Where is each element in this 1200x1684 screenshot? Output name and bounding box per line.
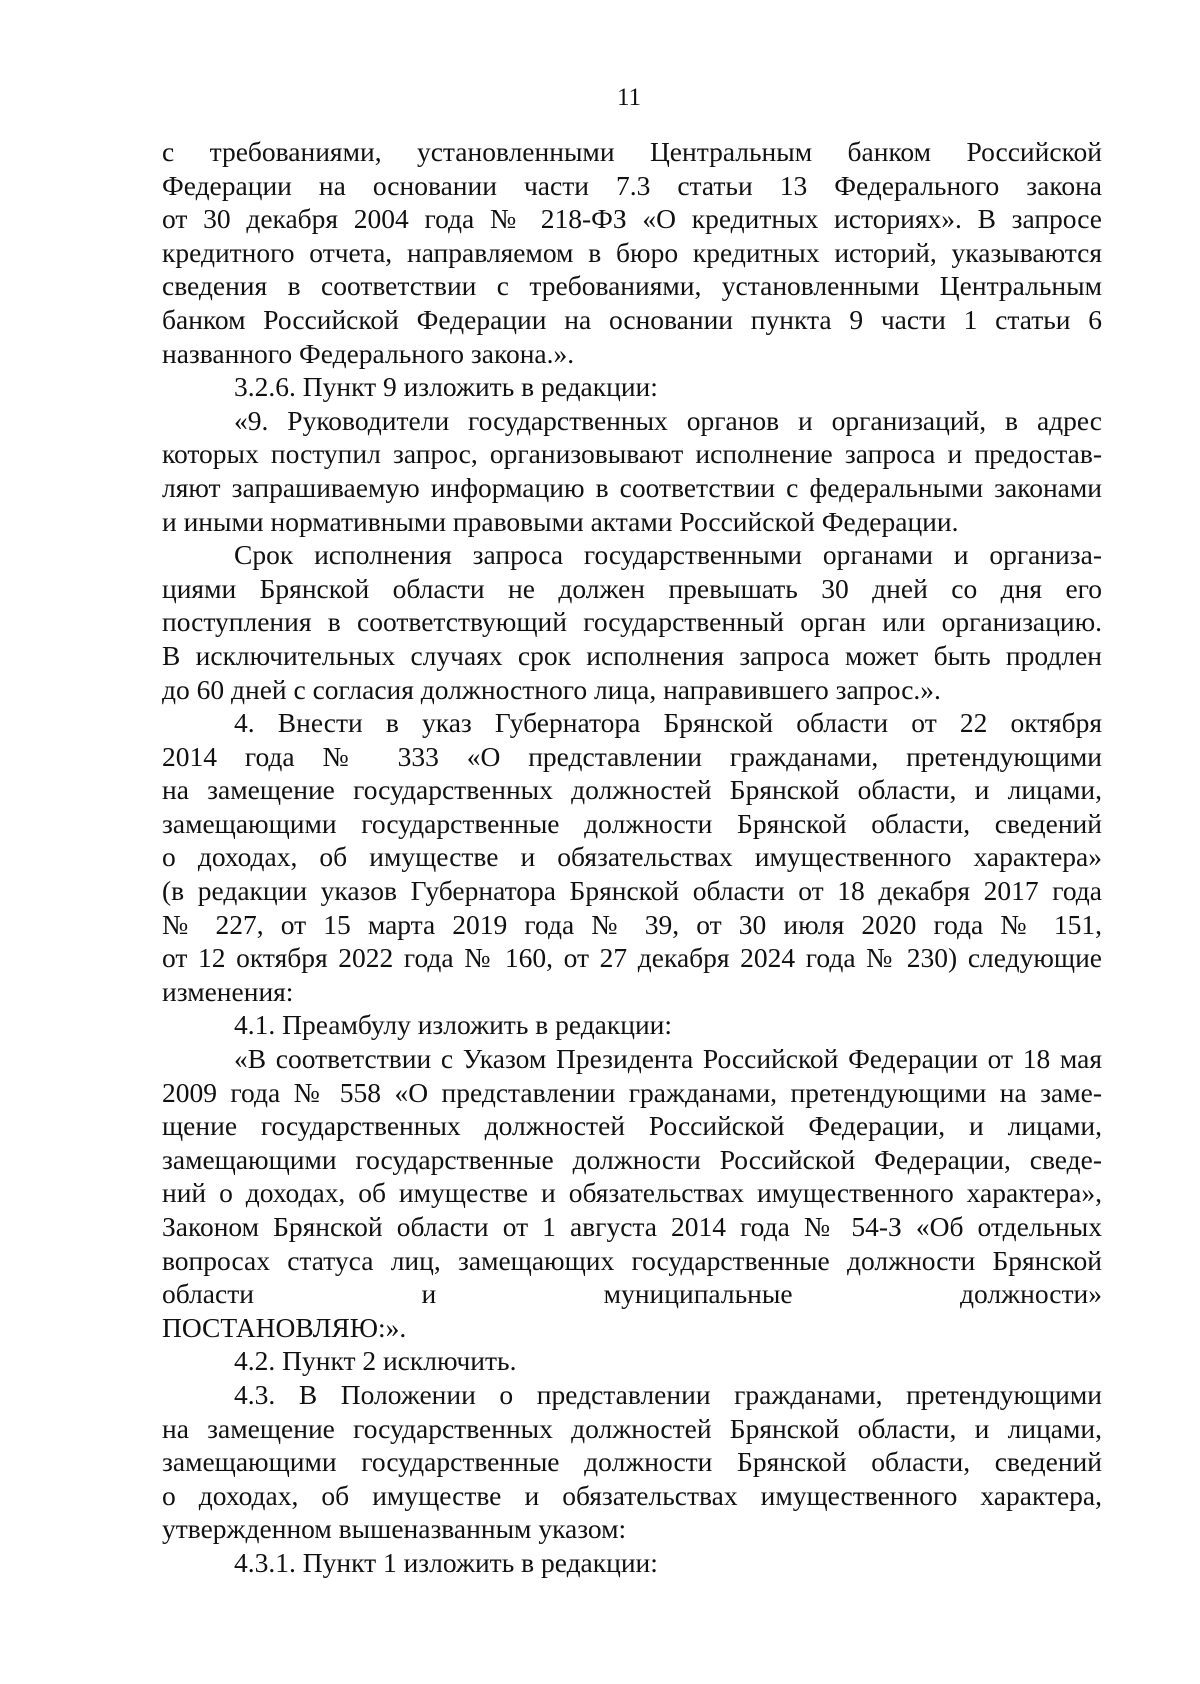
paragraph-3-line-1: «9. Руководители государственных органов и организаций, в адрес (234, 404, 1102, 436)
paragraph-7-line-7: вопросах статуса лиц, замещающих государственные должности Брянской (162, 1244, 1102, 1276)
paragraph-3-line-2: которых поступил запрос, организовывают исполнение запроса и предостав- (162, 438, 1102, 470)
paragraph-4-line-1: Срок исполнения запроса государственными органами и организа- (234, 539, 1102, 571)
paragraph-3-line-4: и иными нормативными правовыми актами Российской Федерации. (162, 505, 959, 537)
paragraph-5-line-2: 2014 года № 333 «О представлении гражданами, претендующими (162, 740, 1102, 772)
paragraph-7-line-1: «В соответствии с Указом Президента Российской Федерации от 18 мая (234, 1043, 1102, 1075)
paragraph-10-line-1: 4.3.1. Пункт 1 изложить в редакции: (234, 1546, 658, 1578)
paragraph-5-line-6: (в редакции указов Губернатора Брянской области от 18 декабря 2017 года (162, 875, 1102, 907)
paragraph-4-line-4: В исключительных случаях срок исполнения запроса может быть продлен (162, 639, 1102, 671)
paragraph-7-line-8: области и муниципальные должности» (162, 1278, 1102, 1310)
paragraph-7-line-6: Законом Брянской области от 1 августа 2014 года № 54-З «Об отдельных (162, 1211, 1102, 1242)
paragraph-3-line-3: ляют запрашиваемую информацию в соответствии с федеральными законами (162, 471, 1102, 503)
paragraph-9-line-1: 4.3. В Положении о представлении гражданами, претендующими (234, 1378, 1102, 1410)
paragraph-9-line-3: замещающими государственные должности Брянской области, сведений (162, 1446, 1102, 1478)
paragraph-9-line-5: утвержденном вышеназванным указом: (162, 1513, 627, 1545)
paragraph-5-line-3: на замещение государственных должностей Брянской области, и лицами, (162, 774, 1102, 806)
paragraph-9-line-2: на замещение государственных должностей Брянской области, и лицами, (162, 1412, 1102, 1444)
paragraph-1-line-7: названного Федерального закона.». (162, 337, 575, 369)
paragraph-1-line-6: банком Российской Федерации на основании пункта 9 части 1 статьи 6 (162, 303, 1102, 335)
paragraph-1-line-4: кредитного отчета, направляемом в бюро кредитных историй, указываются (162, 236, 1102, 268)
paragraph-4-line-5: до 60 дней с согласия должностного лица, направившего запрос.». (162, 673, 941, 705)
page-number: 11 (616, 84, 642, 111)
paragraph-7-line-4: замещающими государственные должности Российской Федерации, сведе- (162, 1143, 1102, 1175)
paragraph-1-line-3: от 30 декабря 2004 года № 218-ФЗ «О кредитных историях». В запросе (162, 203, 1102, 235)
paragraph-5-line-8: от 12 октября 2022 года № 160, от 27 декабря 2024 года № 230) следующие (162, 942, 1102, 974)
paragraph-4-line-3: поступления в соответствующий государственный орган или организацию. (162, 606, 1102, 638)
paragraph-7-line-9: ПОСТАНОВЛЯЮ:». (162, 1311, 407, 1343)
paragraph-5-line-5: о доходах, об имуществе и обязательствах имущественного характера» (162, 841, 1102, 873)
paragraph-5-line-4: замещающими государственные должности Брянской области, сведений (162, 807, 1102, 839)
paragraph-7-line-3: щение государственных должностей Российской Федерации, и лицами, (162, 1110, 1102, 1142)
document-body (162, 135, 1102, 1580)
paragraph-4-line-2: циями Брянской области не должен превышать 30 дней со дня его (162, 572, 1102, 604)
paragraph-5-line-9: изменения: (162, 975, 294, 1007)
paragraph-7-line-5: ний о доходах, об имуществе и обязательствах имущественного характера», (162, 1177, 1102, 1209)
paragraph-2-line-1: 3.2.6. Пункт 9 изложить в редакции: (234, 371, 658, 403)
paragraph-1-line-1: с требованиями, установленными Центральным банком Российской (162, 136, 1102, 167)
paragraph-1-line-2: Федерации на основании части 7.3 статьи 13 Федерального закона (162, 169, 1102, 201)
paragraph-7-line-2: 2009 года № 558 «О представлении гражданами, претендующими на заме- (162, 1076, 1102, 1108)
paragraph-9-line-4: о доходах, об имуществе и обязательствах имущественного характера, (162, 1479, 1102, 1511)
paragraph-5-line-1: 4. Внести в указ Губернатора Брянской области от 22 октября (234, 707, 1102, 739)
paragraph-8-line-1: 4.2. Пункт 2 исключить. (234, 1345, 517, 1377)
paragraph-1-line-5: сведения в соответствии с требованиями, установленными Центральным (162, 270, 1102, 302)
paragraph-6-line-1: 4.1. Преамбулу изложить в редакции: (234, 1009, 673, 1041)
paragraph-5-line-7: № 227, от 15 марта 2019 года № 39, от 30 июля 2020 года № 151, (162, 908, 1102, 940)
